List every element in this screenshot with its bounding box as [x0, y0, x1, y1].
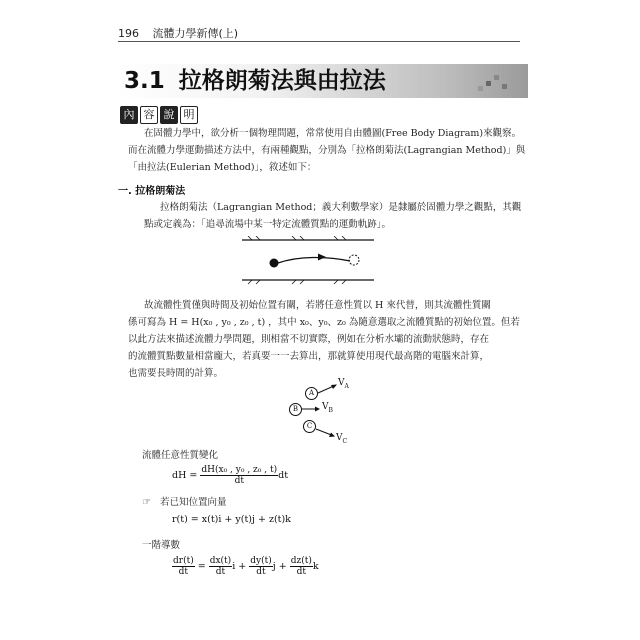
- intro-paragraph: [128, 125, 528, 176]
- text-line: 「由拉法(Eulerian Method)」，敘述如下：: [128, 162, 317, 173]
- text-line: 以此方法來描述流體力學問題，則相當不切實際，例如在分析水壩的流動狀態時，存在: [128, 334, 490, 345]
- eq3-formula: $\frac{dr(t)}{dt}$ = $\frac{dx(t)}{dt}$ i + $\frac{dy(t)}{dt}$ j + $\frac{dz(t)}{dt}$ k: [173, 556, 319, 577]
- trajectory-arrowhead: [318, 254, 326, 261]
- text-line: 也需要長時間的計算。: [128, 368, 224, 379]
- badge-char: 明: [180, 106, 198, 124]
- velocity-label-a: $V_A$: [338, 378, 349, 390]
- body-paragraph: [128, 297, 528, 382]
- decor-square: [494, 75, 499, 80]
- section-number: 3.1: [124, 68, 165, 94]
- eq3-y-fraction: $\frac{dy(t)}{dt}$: [250, 556, 272, 577]
- fluid-particle-end: [349, 255, 359, 265]
- particle-label-c: C: [303, 420, 316, 433]
- particle-trajectory: [278, 257, 350, 263]
- eq2-formula: r(t) = x(t)i + y(t)j + z(t)k: [172, 514, 291, 525]
- book-title: 流體力學新傳(上): [152, 27, 239, 40]
- text-line: 在固體力學中，欲分析一個物理問題，常常使用自由體圖(Free Body Diagram)來觀察。: [144, 128, 522, 139]
- subsection-heading: 一. 拉格朗菊法: [118, 186, 186, 197]
- eq3-x-fraction: $\frac{dx(t)}{dt}$: [209, 556, 232, 577]
- badge-char: 內: [120, 106, 138, 124]
- wall-hatching-top: [248, 236, 346, 240]
- particle-velocity-figure: [288, 378, 358, 444]
- text-line: 故流體性質僅與時間及初始位置有關，若將任意性質以 H 來代替，則其流體性質關: [144, 300, 491, 311]
- eq3-caption: 一階導數: [142, 540, 181, 551]
- eq1-lhs: dH =: [172, 470, 198, 481]
- header-rule: [118, 41, 520, 42]
- eq1-fraction: $\frac{\text{dH(x₀ , y₀ , z₀ , t)}}{dt}$: [201, 465, 278, 486]
- wall-hatching-bottom: [248, 280, 346, 284]
- pointing-hand-icon: ☞: [142, 497, 151, 508]
- decor-square: [486, 81, 491, 86]
- section-title-text: 拉格朗菊法與由拉法: [178, 68, 386, 94]
- text-line: 點或定義為：「追尋流場中某一特定流體質點的運動軌跡」。: [144, 219, 392, 230]
- flow-channel-diagram: [238, 236, 378, 286]
- text-line: 拉格朗菊法（Lagrangian Method；義大利數學家）是隸屬於固體力學之觀點，其觀: [160, 202, 522, 213]
- velocity-label-c: $V_C$: [336, 433, 348, 445]
- particle-label-b: B: [289, 403, 302, 416]
- eq3-z-fraction: $\frac{dz(t)}{dt}$: [290, 556, 312, 577]
- page-number: 196: [118, 27, 139, 40]
- running-header: [118, 25, 238, 41]
- fluid-particle-start: [270, 259, 279, 268]
- text-line: 的流體質點數量相當龐大，若真要一一去算出，那就算使用現代最高階的電腦來計算，: [128, 351, 490, 362]
- lagrange-paragraph: [144, 199, 524, 233]
- eq3-lhs-fraction: $\frac{dr(t)}{dt}$: [173, 556, 194, 577]
- particle-label-a: A: [305, 387, 318, 400]
- text-line: 而在流體力學運動描述方法中，有兩種觀點，分別為「拉格朗菊法(Lagrangian Method)」與: [128, 145, 526, 156]
- decor-square: [502, 84, 507, 89]
- content-description-badge: [120, 106, 198, 124]
- badge-char: 說: [160, 106, 178, 124]
- badge-char: 容: [140, 106, 158, 124]
- eq1-caption: 流體任意性質變化: [142, 450, 219, 461]
- eq1-rhs: dt: [278, 470, 289, 481]
- text-line: 係可寫為 H = H(x₀ , y₀ , z₀ , t) ，其中 x₀、y₀、z₀ 為隨意選取之流體質點的初始位置。但若: [128, 317, 520, 328]
- eq1-formula: [172, 465, 288, 486]
- decor-square: [478, 86, 483, 91]
- section-title: [124, 64, 386, 98]
- eq2-caption: 若已知位置向量: [160, 497, 227, 508]
- velocity-label-b: $V_B$: [322, 402, 333, 414]
- eq2-caption-row: [142, 494, 227, 511]
